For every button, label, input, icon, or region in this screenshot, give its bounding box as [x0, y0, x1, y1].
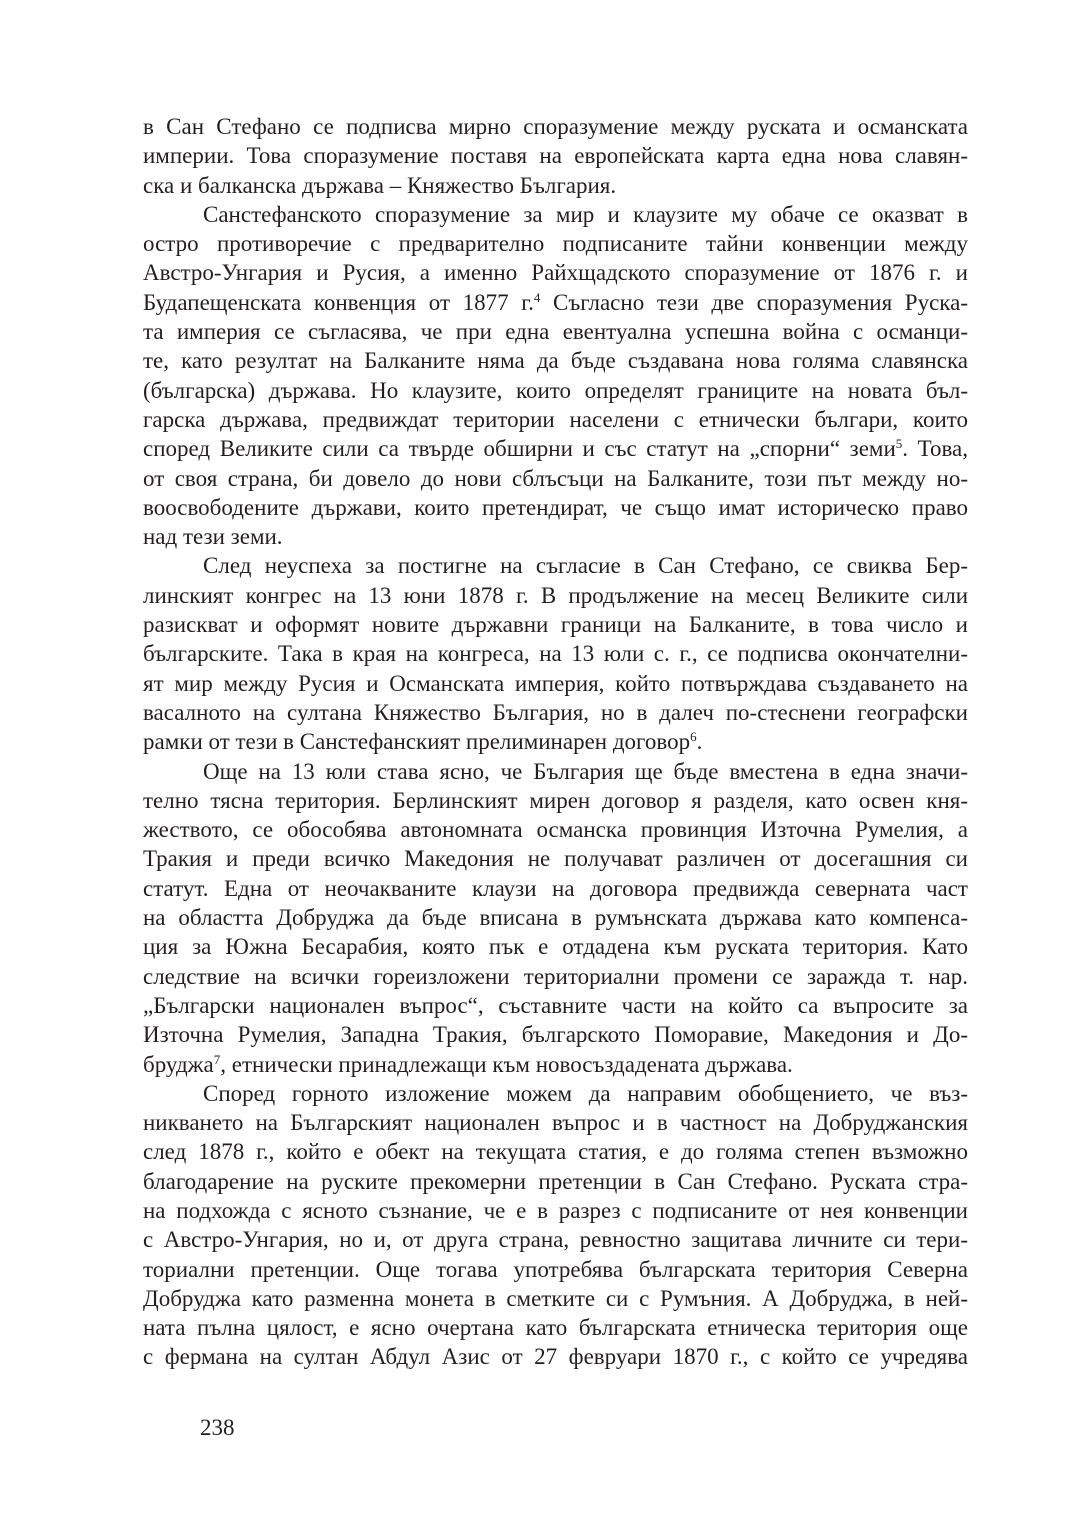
text-line: Санстефанското споразумение за мир и клаузите му обаче се оказват в	[203, 201, 968, 227]
text-line: ториални претенции. Още тогава употребява българската територия Северна	[143, 1256, 968, 1282]
text-line: Източна Румелия, Западна Тракия, българското Поморавие, Македония и До-	[143, 1022, 968, 1048]
text-line	[143, 288, 968, 317]
footnote-ref: 7	[213, 1051, 221, 1067]
paragraph	[143, 112, 968, 200]
text-line: линският конгрес на 13 юни 1878 г. В продължение на месец Великите сили	[143, 582, 968, 608]
text-line: след 1878 г., който е обект на текущата статия, е до голяма степен възможно	[143, 1139, 968, 1165]
text-line: ска и балканска държава – Княжество България.	[143, 172, 617, 198]
text-line	[143, 1050, 968, 1079]
footnote-ref: 5	[895, 436, 903, 452]
text-line: следствие на всички гореизложени териториални промени се заражда т. нар.	[143, 963, 968, 989]
text-line: телно тясна територия. Берлинският мирен договор я разделя, като освен кня-	[143, 787, 968, 813]
text-line: „Български национален въпрос“, съставните части на който са въпросите за	[143, 992, 968, 1018]
text-line: ция за Южна Бесарабия, която пък е отдадена към руската територия. Като	[143, 934, 968, 960]
text-line: на областта Добруджа да бъде вписана в румънската държава като компенса-	[143, 905, 968, 931]
text-line: ят мир между Русия и Османската империя, който потвърждава създаването на	[143, 670, 968, 696]
paragraph	[143, 551, 968, 756]
text-line: Още на 13 юли става ясно, че България ще бъде вместена в една значи-	[203, 758, 968, 784]
text-line: (българска) държава. Но клаузите, които определят границите на новата бъл-	[143, 377, 968, 403]
text-line: гарска държава, предвиждат територии населени с етнически българи, които	[143, 406, 968, 432]
text-line: никването на Българският национален въпрос и в частност на Добруджанския	[143, 1110, 968, 1136]
text-line: империи. Това споразумение поставя на европейската карта една нова славян-	[143, 143, 968, 169]
text-line: от своя страна, би довело до нови сблъсъци на Балканите, този път между но-	[143, 465, 968, 491]
text-line: благодарение на руските прекомерни претенции в Сан Стефано. Руската стра-	[143, 1168, 968, 1194]
text-segment: бруджа	[143, 1051, 214, 1077]
text-line: българските. Така в края на конгреса, на 13 юли с. г., се подписва окончателни-	[143, 641, 968, 667]
text-line: с фермана на султан Абдул Азис от 27 февруари 1870 г., с който се учредява	[143, 1344, 968, 1370]
text-line: в Сан Стефано се подписва мирно споразумение между руската и османската	[143, 114, 968, 139]
paragraph	[143, 757, 968, 1079]
text-line: та империя се съгласява, че при една евентуална успешна война с османци-	[143, 319, 968, 345]
text-line: Според горното изложение можем да направим обобщението, че въз-	[203, 1080, 968, 1106]
text-line: разискват и оформят новите държавни граници на Балканите, в това число и	[143, 612, 968, 638]
text-line: ната пълна цялост, е ясно очертана като българската етническа територия още	[143, 1315, 968, 1341]
text-line: на подхожда с ясното съзнание, че е в разрез с подписаните от нея конвенции	[143, 1197, 968, 1223]
text-line: остро противоречие с предварително подписаните тайни конвенции между	[143, 231, 968, 257]
text-line	[143, 727, 968, 756]
body-text	[143, 112, 968, 1372]
text-line	[143, 434, 968, 463]
footnote-ref: 6	[690, 729, 697, 745]
text-segment: рамки от тези в Санстефанският прелиминарен договор	[143, 729, 691, 755]
text-line: воосвободените държави, които претендират, че също имат историческо право	[143, 494, 968, 520]
text-line: над тези земи.	[143, 524, 283, 550]
text-segment: Съгласно тези две споразумения Руска-	[540, 289, 968, 315]
paragraph	[143, 1079, 968, 1372]
footnote-ref: 4	[533, 289, 541, 305]
text-line: васалното на султана Княжество България, но в далеч по-стеснени географски	[143, 699, 968, 725]
text-segment: , етнически принадлежащи към новосъздадената държава.	[220, 1051, 793, 1077]
text-segment: .	[696, 729, 703, 755]
text-line: жеството, се обособява автономната османска провинция Източна Румелия, а	[143, 817, 968, 843]
text-line: с Австро-Унгария, но и, от друга страна, ревностно защитава личните си тери-	[143, 1227, 968, 1253]
text-line: Добруджа като разменна монета в сметките си с Румъния. А Добруджа, в ней-	[143, 1285, 968, 1311]
text-segment: . Това,	[902, 436, 968, 462]
paragraph	[143, 200, 968, 552]
text-line: След неуспеха за постигне на съгласие в Сан Стефано, се свиква Бер-	[203, 553, 968, 579]
text-line: Тракия и преди всичко Македония не получават различен от досегашния си	[143, 846, 968, 872]
page-number: 238	[200, 1415, 235, 1440]
text-segment: според Великите сили са твърде обширни и със статут на „спорни“ земи	[143, 436, 896, 462]
text-line: те, като резултат на Балканите няма да бъде създавана нова голяма славянска	[143, 348, 968, 374]
text-line: Австро-Унгария и Русия, а именно Райхщадското споразумение от 1876 г. и	[143, 260, 968, 286]
text-segment: Будапещенската конвенция от 1877 г.	[143, 289, 534, 315]
text-line: статут. Една от неочакваните клаузи на договора предвижда северната част	[143, 875, 968, 901]
